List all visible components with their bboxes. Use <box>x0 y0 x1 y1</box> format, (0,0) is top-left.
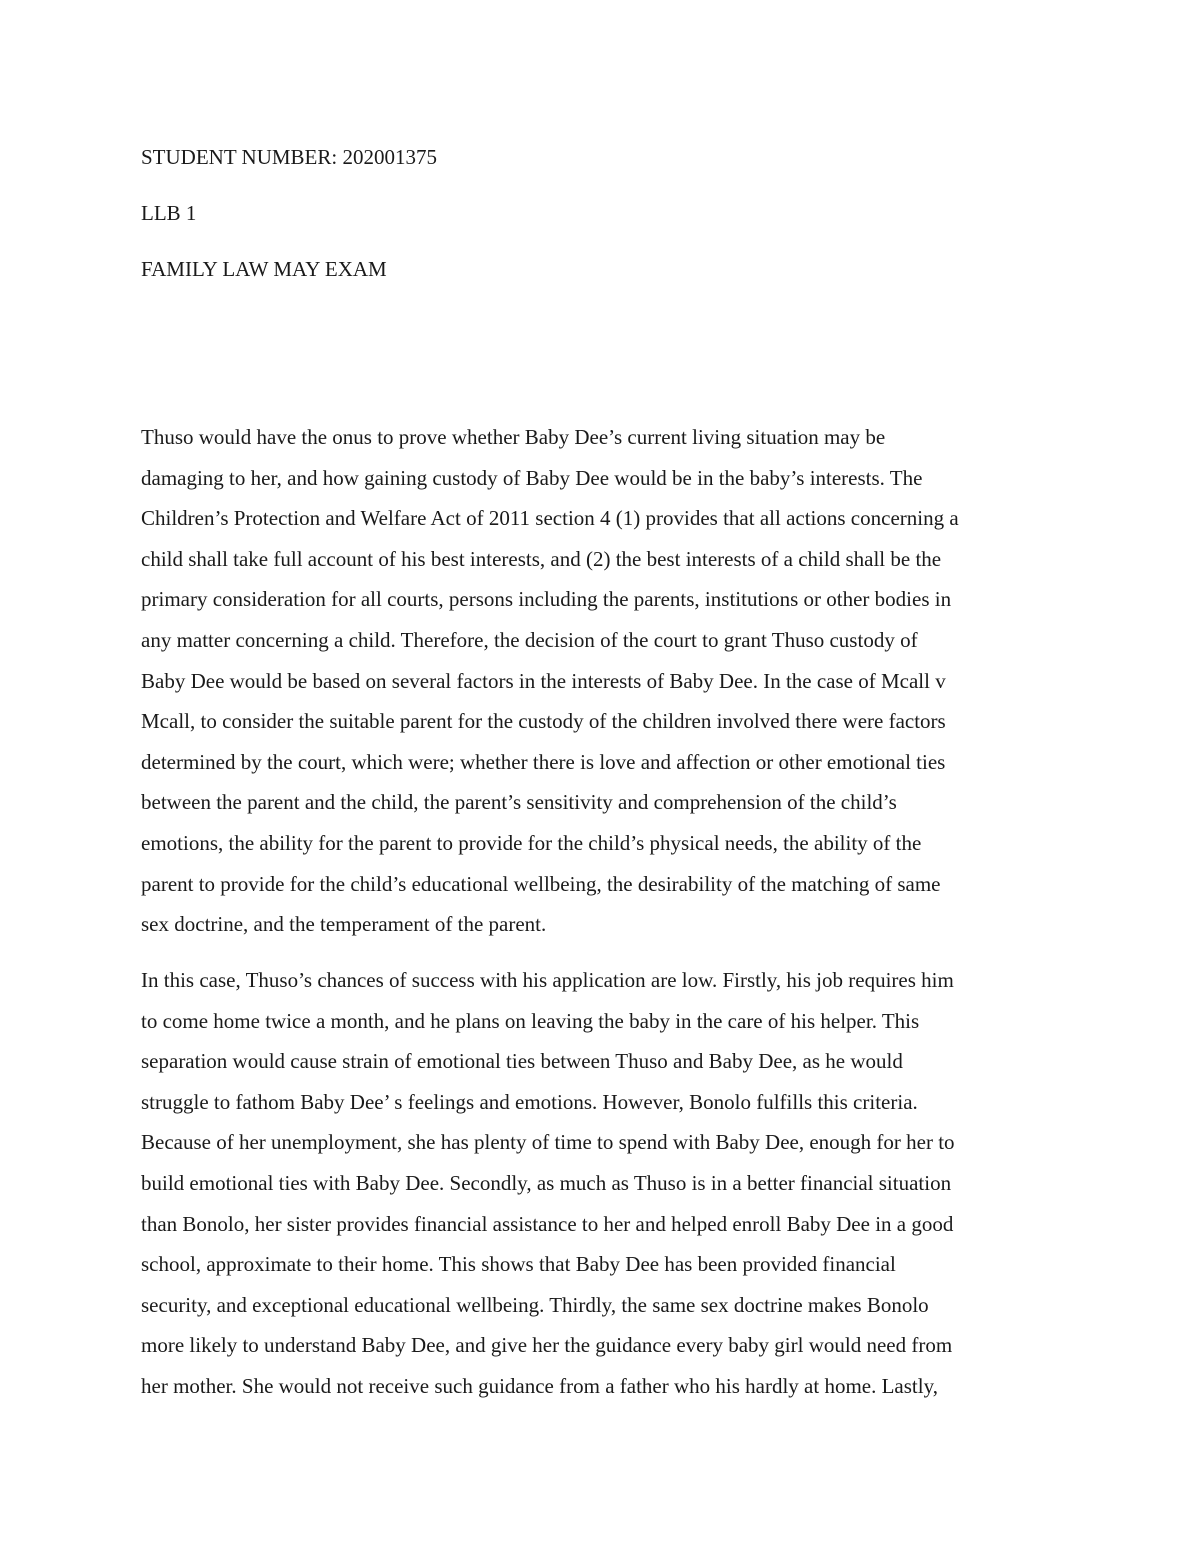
exam-title: FAMILY LAW MAY EXAM <box>141 257 387 281</box>
paragraph-2 <box>141 960 1061 1407</box>
paragraph-line: security, and exceptional educational wellbeing. Thirdly, the same sex doctrine makes Bonolo <box>141 1292 929 1317</box>
paragraph-line: damaging to her, and how gaining custody of Baby Dee would be in the baby’s interests. The <box>141 465 923 490</box>
paragraph-line: separation would cause strain of emotional ties between Thuso and Baby Dee, as he would <box>141 1049 903 1074</box>
paragraph-line: Children’s Protection and Welfare Act of 2011 section 4 (1) provides that all actions concerning a <box>141 506 959 531</box>
paragraph-line: her mother. She would not receive such guidance from a father who his hardly at home. Lastly, <box>141 1373 938 1398</box>
paragraph-line: child shall take full account of his best interests, and (2) the best interests of a child shall be the <box>141 546 942 571</box>
paragraph-line: school, approximate to their home. This shows that Baby Dee has been provided financial <box>141 1252 896 1277</box>
paragraph-line: Thuso would have the onus to prove whether Baby Dee’s current living situation may be <box>141 425 886 449</box>
paragraph-line: In this case, Thuso’s chances of success with his application are low. Firstly, his job requires him <box>141 968 954 992</box>
paragraph-line: any matter concerning a child. Therefore, the decision of the court to grant Thuso custody of <box>141 627 918 652</box>
paragraph-line: parent to provide for the child’s educational wellbeing, the desirability of the matching of same <box>141 871 941 896</box>
paragraph-line: between the parent and the child, the parent’s sensitivity and comprehension of the child’s <box>141 790 897 815</box>
paragraph-line: Baby Dee would be based on several factors in the interests of Baby Dee. In the case of Mcall v <box>141 668 946 693</box>
course-label: LLB 1 <box>141 201 197 225</box>
paragraph-line: more likely to understand Baby Dee, and give her the guidance every baby girl would need from <box>141 1333 953 1358</box>
paragraph-line: primary consideration for all courts, persons including the parents, institutions or other bodies in <box>141 587 952 612</box>
paragraph-line: than Bonolo, her sister provides financial assistance to her and helped enroll Baby Dee in a good <box>141 1211 954 1236</box>
paragraph-line: emotions, the ability for the parent to provide for the child’s physical needs, the ability of the <box>141 830 922 855</box>
paragraph-line: to come home twice a month, and he plans on leaving the baby in the care of his helper. This <box>141 1008 920 1033</box>
paragraph-line: build emotional ties with Baby Dee. Secondly, as much as Thuso is in a better financial situation <box>141 1170 952 1195</box>
student-number: STUDENT NUMBER: 202001375 <box>141 145 437 169</box>
paragraph-line: Because of her unemployment, she has plenty of time to spend with Baby Dee, enough for her to <box>141 1130 955 1155</box>
paragraph-line: Mcall, to consider the suitable parent for the custody of the children involved there were factors <box>141 709 946 734</box>
paragraph-line: struggle to fathom Baby Dee’ s feelings and emotions. However, Bonolo fulfills this criteria. <box>141 1089 918 1114</box>
paragraph-line: sex doctrine, and the temperament of the parent. <box>141 912 547 937</box>
paragraph-line: determined by the court, which were; whether there is love and affection or other emotional ties <box>141 749 946 774</box>
paragraph-1 <box>141 417 1061 945</box>
